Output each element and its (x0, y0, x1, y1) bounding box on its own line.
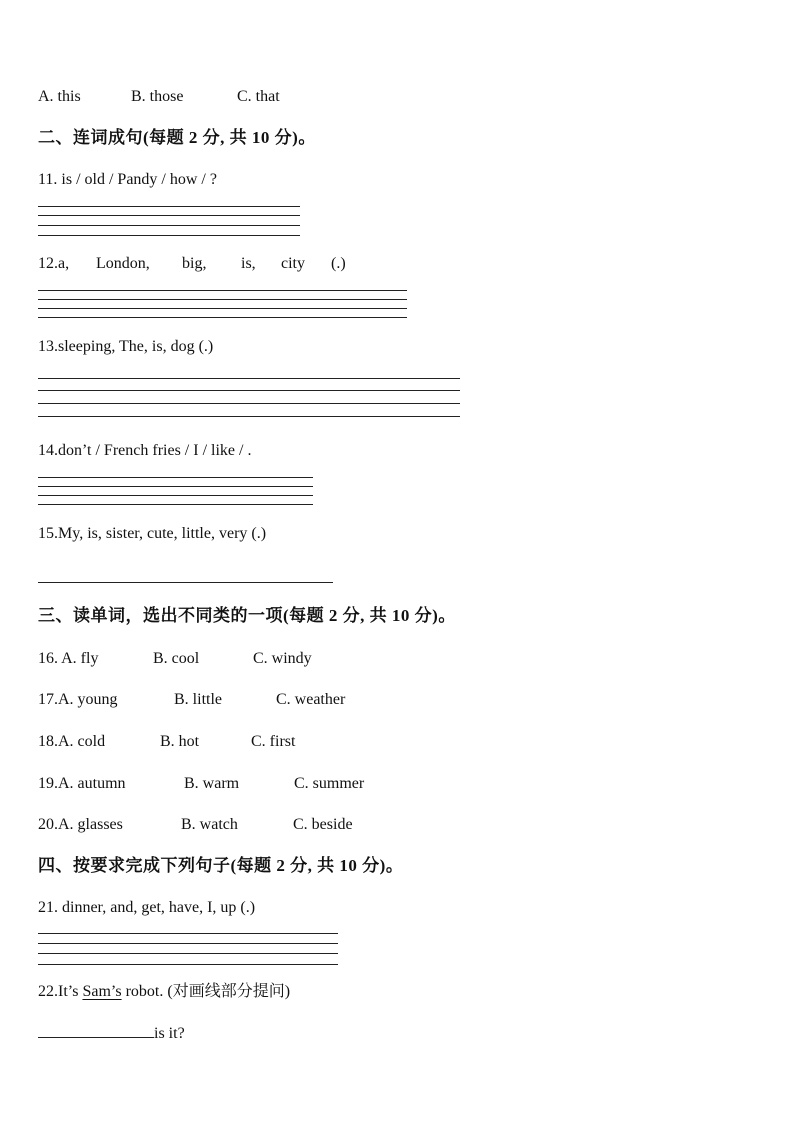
q22-answer-blank[interactable] (38, 1023, 154, 1038)
q20-row (38, 815, 353, 835)
q16-option-a: 16. A. fly (38, 650, 99, 667)
q12-word: is, (241, 255, 256, 272)
q16-option-b: B. cool (153, 650, 200, 667)
q22-prefix: 22.It’s (38, 983, 83, 1000)
q12-word: (.) (331, 255, 346, 272)
q12-prompt (38, 254, 346, 274)
q19-option-a: 19.A. autumn (38, 775, 126, 792)
q12-word: London, (96, 255, 150, 272)
q13-prompt: 13.sleeping, The, is, dog (.) (38, 338, 214, 355)
q12-word: 12.a, (38, 255, 70, 272)
section4-title: 四、按要求完成下列句子(每题 2 分, 共 10 分)。 (38, 856, 404, 875)
q18-option-c: C. first (251, 733, 296, 750)
q17-option-b: B. little (174, 691, 222, 708)
q22-instruction: (对画线部分提问) (163, 983, 291, 1000)
q22-underlined-word: Sam’s (82, 983, 122, 1000)
q10-option-c: C. that (237, 88, 280, 105)
q16-option-c: C. windy (253, 650, 312, 667)
q12-word: big, (182, 255, 207, 272)
section3-title: 三、读单词，选出不同类的一项(每题 2 分, 共 10 分)。 (38, 606, 456, 625)
q18-row (38, 732, 295, 752)
q10-option-a: A. this (38, 88, 81, 105)
q14-prompt: 14.don’t / French fries / I / like / . (38, 442, 252, 459)
q18-option-b: B. hot (160, 733, 200, 750)
q22-prompt (38, 982, 290, 1002)
q20-option-a: 20.A. glasses (38, 816, 123, 833)
section2-title: 二、连词成句(每题 2 分, 共 10 分)。 (38, 128, 316, 147)
q19-option-b: B. warm (184, 775, 240, 792)
q21-prompt: 21. dinner, and, get, have, I, up (.) (38, 899, 256, 916)
q22-rest: robot. (121, 983, 164, 1000)
q15-prompt: 15.My, is, sister, cute, little, very (.) (38, 525, 267, 542)
q16-row (38, 649, 312, 669)
q22-answer-suffix: is it? (154, 1025, 185, 1042)
q17-option-a: 17.A. young (38, 691, 118, 708)
q18-option-a: 18.A. cold (38, 733, 106, 750)
q22-answer-row (38, 1023, 185, 1044)
q19-option-c: C. summer (294, 775, 365, 792)
q12-word: city (281, 255, 305, 272)
q17-option-c: C. weather (276, 691, 346, 708)
q11-prompt: 11. is / old / Pandy / how / ? (38, 171, 217, 188)
q20-option-b: B. watch (181, 816, 238, 833)
q17-row (38, 690, 345, 710)
q20-option-c: C. beside (293, 816, 353, 833)
q19-row (38, 774, 364, 794)
q10-options (38, 87, 280, 107)
q10-option-b: B. those (131, 88, 184, 105)
